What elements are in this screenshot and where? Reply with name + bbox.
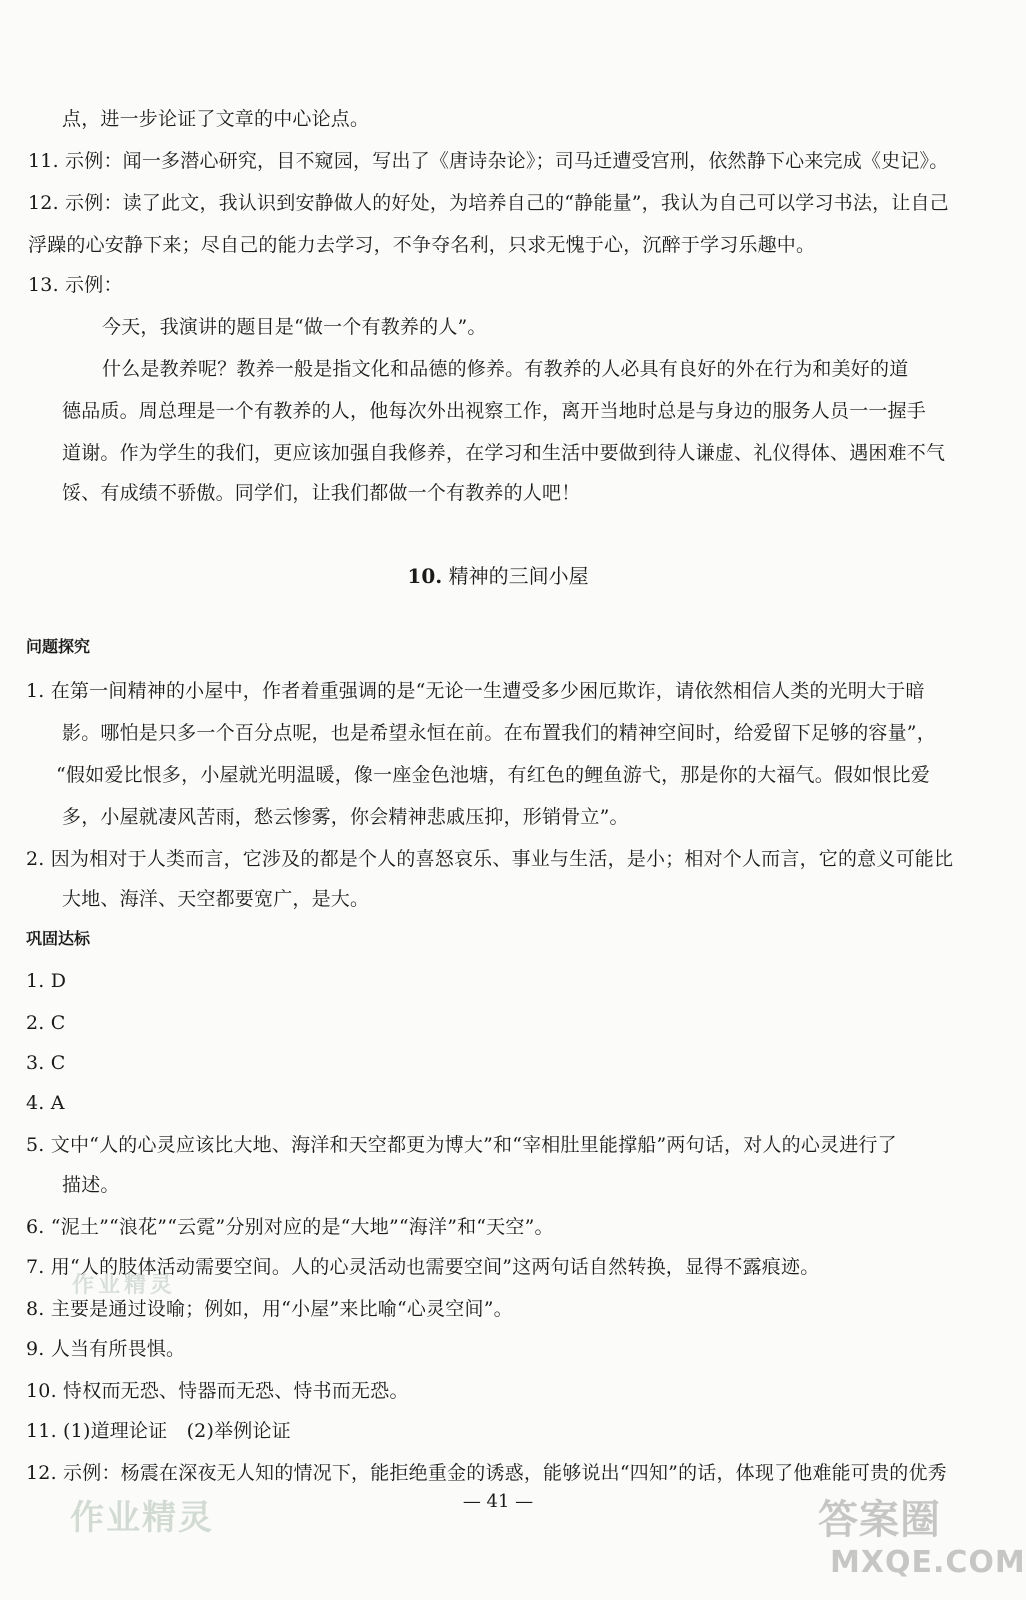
answer-12: 12. 示例：杨震在深夜无人知的情况下，能拒绝重金的诱惑，能够说出“四知”的话，体现了他难能可贵的优秀 bbox=[26, 1462, 947, 1484]
speech-line: 馁、有成绩不骄傲。同学们，让我们都做一个有教养的人吧！ bbox=[62, 482, 581, 504]
speech-line: 德品质。周总理是一个有教养的人，他每次外出视察工作，离开当地时总是与身边的服务人员一一握手 bbox=[62, 400, 927, 422]
answer-2: 2. 因为相对于人类而言，它涉及的都是个人的喜怒哀乐、事业与生活，是小；相对个人而言，它的意义可能比 bbox=[26, 848, 954, 870]
section-title bbox=[0, 562, 996, 590]
watermark-logo: 作业精灵 bbox=[70, 1498, 214, 1538]
text-line: 描述。 bbox=[62, 1174, 120, 1196]
watermark-logo: MXQE.COM bbox=[830, 1545, 1026, 1580]
page-number: — 41 — bbox=[462, 1491, 534, 1512]
answer-4: 4. A bbox=[26, 1092, 65, 1114]
answer-2: 2. C bbox=[26, 1012, 66, 1034]
text-line: 大地、海洋、天空都要宽广，是大。 bbox=[62, 888, 370, 910]
heading-gonggu-dabiao: 巩固达标 bbox=[26, 929, 91, 948]
answer-7: 7. 用“人的肢体活动需要空间。人的心灵活动也需要空间”这两句话自然转换，显得不露痕迹。 bbox=[26, 1256, 820, 1278]
speech-line: 今天，我演讲的题目是“做一个有教养的人”。 bbox=[102, 316, 487, 338]
answer-6: 6. “泥土”“浪花”“云霓”分别对应的是“大地”“海洋”和“天空”。 bbox=[26, 1216, 554, 1238]
answer-12: 12. 示例：读了此文，我认识到安静做人的好处，为培养自己的“静能量”，我认为自己可以学习书法，让自己 bbox=[28, 192, 949, 214]
heading-wenti-tanjiu: 问题探究 bbox=[26, 637, 91, 656]
answer-11: 11. (1)道理论证 (2)举例论证 bbox=[26, 1420, 291, 1442]
answer-1: 1. D bbox=[26, 970, 67, 992]
section-title-text: 精神的三间小屋 bbox=[448, 564, 589, 588]
answer-9: 9. 人当有所畏惧。 bbox=[26, 1338, 186, 1360]
answer-5: 5. 文中“人的心灵应该比大地、海洋和天空都更为博大”和“宰相肚里能撑船”两句话，对人的心灵进行了 bbox=[26, 1134, 897, 1156]
answer-1: 1. 在第一间精神的小屋中，作者着重强调的是“无论一生遭受多少困厄欺诈，请依然相信人类的光明大于暗 bbox=[26, 680, 925, 702]
watermark-logo: 答案圈 bbox=[818, 1497, 941, 1543]
answer-13: 13. 示例： bbox=[28, 274, 123, 296]
answer-8: 8. 主要是通过设喻；例如，用“小屋”来比喻“心灵空间”。 bbox=[26, 1298, 513, 1320]
section-number: 10. bbox=[407, 564, 443, 588]
text-line: 点，进一步论证了文章的中心论点。 bbox=[62, 108, 370, 130]
text-line: 影。哪怕是只多一个百分点呢，也是希望永恒在前。在布置我们的精神空间时，给爱留下足够的容量”， bbox=[62, 722, 936, 744]
watermark-logo: 作业精灵 bbox=[72, 1273, 177, 1298]
speech-line: 什么是教养呢？教养一般是指文化和品德的修养。有教养的人必具有良好的外在行为和美好的道 bbox=[102, 358, 909, 380]
text-line: “假如爱比恨多，小屋就光明温暖，像一座金色池塘，有红色的鲤鱼游弋，那是你的大福气。假如恨比爱 bbox=[56, 764, 930, 786]
text-line: 多，小屋就凄风苦雨，愁云惨雾，你会精神悲戚压抑，形销骨立”。 bbox=[62, 806, 629, 828]
speech-line: 道谢。作为学生的我们，更应该加强自我修养，在学习和生活中要做到待人谦虚、礼仪得体、遇困难不气 bbox=[62, 442, 946, 464]
answer-3: 3. C bbox=[26, 1052, 66, 1074]
answer-10: 10. 恃权而无恐、恃器而无恐、恃书而无恐。 bbox=[26, 1380, 409, 1402]
answer-11: 11. 示例：闻一多潜心研究，目不窥园，写出了《唐诗杂论》；司马迁遭受宫刑，依然静下心来完成《史记》。 bbox=[28, 150, 949, 172]
text-line: 浮躁的心安静下来；尽自己的能力去学习，不争夺名利，只求无愧于心，沉醉于学习乐趣中。 bbox=[28, 234, 816, 256]
